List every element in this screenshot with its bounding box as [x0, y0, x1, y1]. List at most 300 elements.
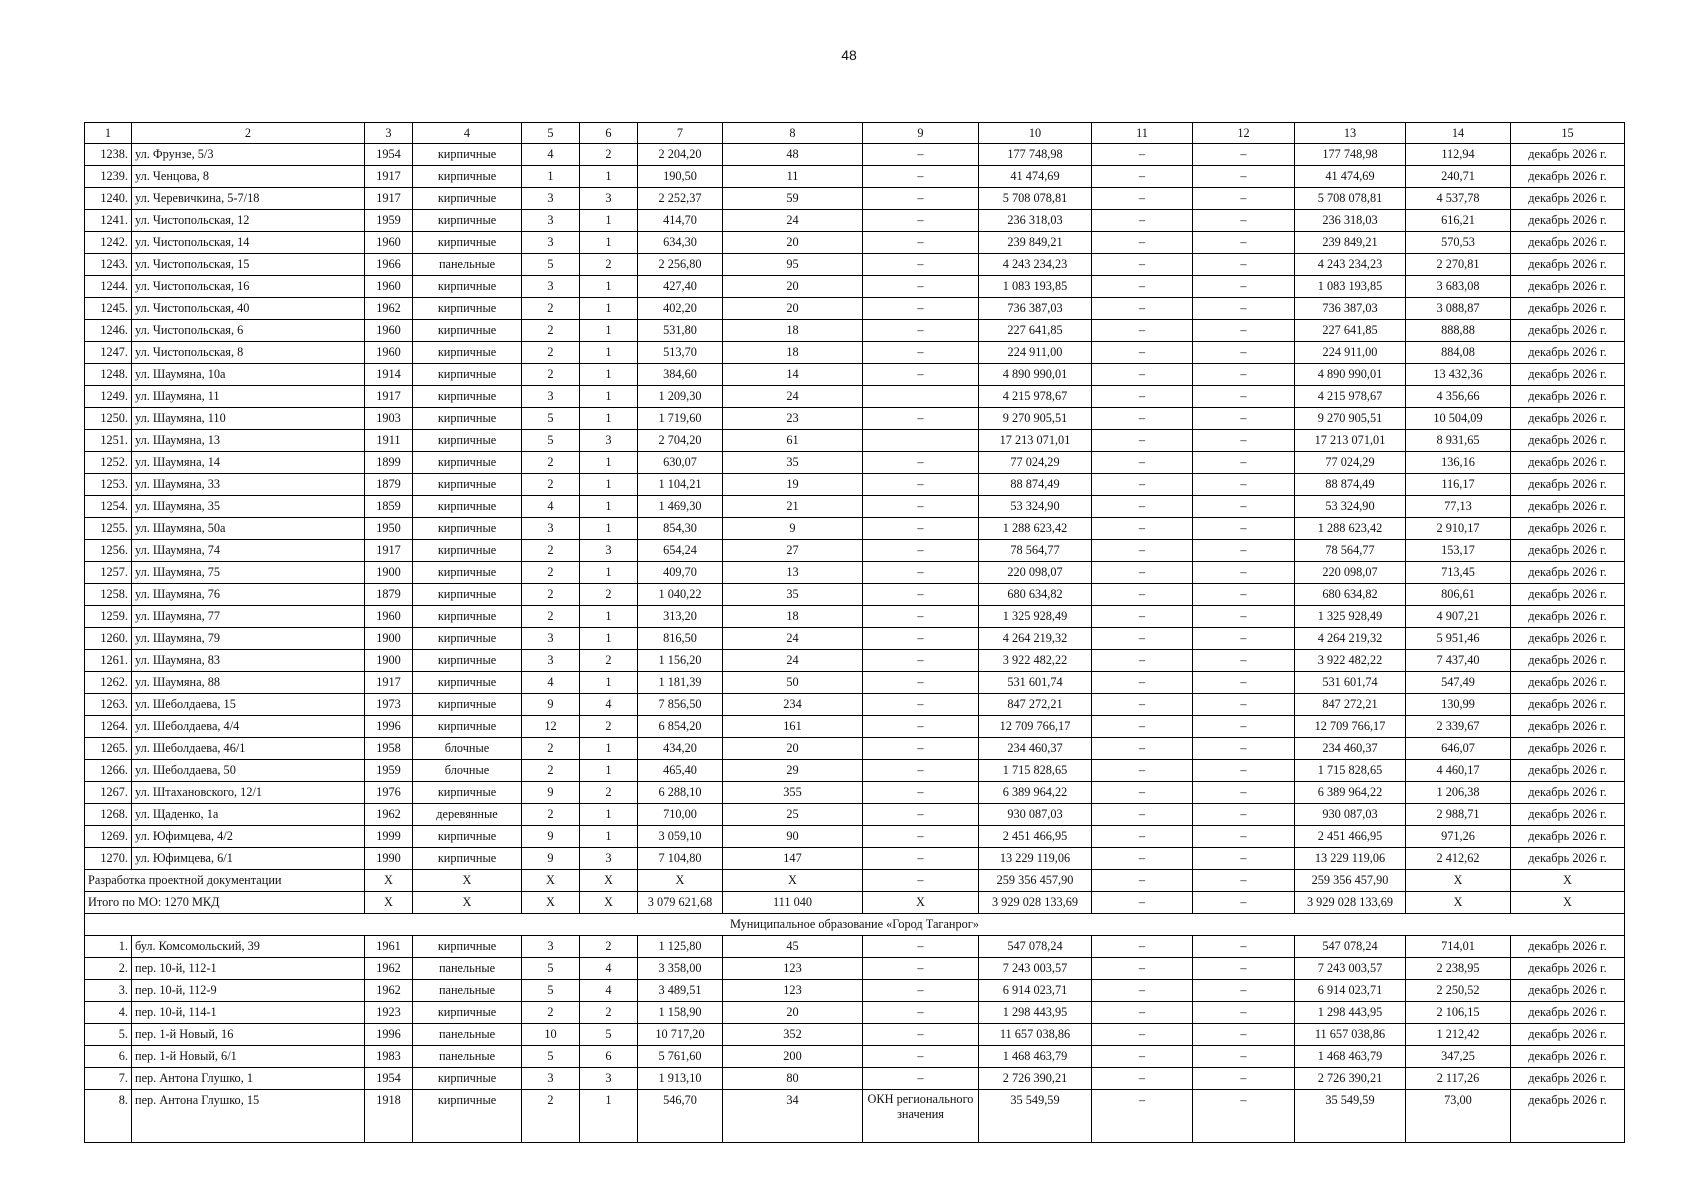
other-cost-cell: –	[1193, 518, 1295, 540]
owner-cost-cell: 77 024,29	[1295, 452, 1406, 474]
table-row	[85, 144, 1625, 166]
entrances-cell: 4	[580, 980, 638, 1002]
residents-cell: 147	[723, 848, 863, 870]
fund-cost-cell: –	[1092, 364, 1193, 386]
residents-cell: 21	[723, 496, 863, 518]
entrances-cell: 1	[580, 210, 638, 232]
table-row	[85, 430, 1625, 452]
cost-per-sqm-cell: 2 988,71	[1406, 804, 1511, 826]
completion-date-cell: декабрь 2026 г.	[1511, 980, 1625, 1002]
entrances-cell: 1	[580, 1090, 638, 1143]
owner-cost-cell: 4 890 990,01	[1295, 364, 1406, 386]
year-built-cell: 1996	[365, 716, 413, 738]
floors-cell: 2	[522, 540, 580, 562]
row-number-cell: 1254.	[85, 496, 132, 518]
residents-cell: 123	[723, 980, 863, 1002]
row-number-cell: 1265.	[85, 738, 132, 760]
floors-cell: 2	[522, 342, 580, 364]
entrances-cell: 1	[580, 232, 638, 254]
floors-cell: 4	[522, 144, 580, 166]
area-cell: 409,70	[638, 562, 723, 584]
entrances-cell: 2	[580, 650, 638, 672]
table-row	[85, 782, 1625, 804]
wall-material-cell: кирпичные	[413, 364, 522, 386]
address-cell: ул. Чистопольская, 14	[132, 232, 365, 254]
column-header: 15	[1511, 123, 1625, 144]
other-cost-cell: –	[1193, 782, 1295, 804]
fund-cost-cell: –	[1092, 562, 1193, 584]
heritage-status-cell: –	[863, 364, 979, 386]
total-cost-cell: 78 564,77	[979, 540, 1092, 562]
other-cost-cell: –	[1193, 628, 1295, 650]
row-number-cell: 1242.	[85, 232, 132, 254]
area-cell: 816,50	[638, 628, 723, 650]
total-cost-cell: 41 474,69	[979, 166, 1092, 188]
owner-cost-cell: 1 468 463,79	[1295, 1046, 1406, 1068]
entrances-cell: 1	[580, 738, 638, 760]
year-built-cell: 1911	[365, 430, 413, 452]
total-cost-cell: 2 726 390,21	[979, 1068, 1092, 1090]
other-cost-cell: –	[1193, 386, 1295, 408]
cost-per-sqm-cell: 2 250,52	[1406, 980, 1511, 1002]
year-built-cell: 1923	[365, 1002, 413, 1024]
heritage-status-cell: –	[863, 804, 979, 826]
heritage-status-cell: –	[863, 738, 979, 760]
fund-cost-cell: –	[1092, 738, 1193, 760]
page-number: 48	[841, 47, 857, 63]
floors-cell: 3	[522, 518, 580, 540]
entrances-cell: 3	[580, 1068, 638, 1090]
heritage-status-cell: –	[863, 452, 979, 474]
completion-date-cell: декабрь 2026 г.	[1511, 848, 1625, 870]
owner-cost-cell: 227 641,85	[1295, 320, 1406, 342]
total-cost-cell: 930 087,03	[979, 804, 1092, 826]
other-cost-cell: –	[1193, 496, 1295, 518]
wall-material-cell: панельные	[413, 1046, 522, 1068]
total-cost-cell: 227 641,85	[979, 320, 1092, 342]
column-header: 6	[580, 123, 638, 144]
other-cost-cell: –	[1193, 276, 1295, 298]
cost-per-sqm-cell: 1 206,38	[1406, 782, 1511, 804]
row-number-cell: 1250.	[85, 408, 132, 430]
wall-material-cell: кирпичные	[413, 540, 522, 562]
area-cell: 6 854,20	[638, 716, 723, 738]
wall-material-cell: панельные	[413, 254, 522, 276]
floors-cell: 12	[522, 716, 580, 738]
heritage-status-cell: –	[863, 298, 979, 320]
address-cell: ул. Шаумяна, 33	[132, 474, 365, 496]
column-header: 9	[863, 123, 979, 144]
heritage-status-cell: –	[863, 166, 979, 188]
row-number-cell: 1255.	[85, 518, 132, 540]
floors-cell: 2	[522, 298, 580, 320]
other-cost-cell: –	[1193, 320, 1295, 342]
other-cost-cell: –	[1193, 870, 1295, 892]
floors-cell: 2	[522, 364, 580, 386]
owner-cost-cell: 13 229 119,06	[1295, 848, 1406, 870]
wall-material-cell: панельные	[413, 980, 522, 1002]
completion-date-cell: декабрь 2026 г.	[1511, 166, 1625, 188]
address-cell: ул. Штахановского, 12/1	[132, 782, 365, 804]
table-row	[85, 540, 1625, 562]
entrances-cell: 3	[580, 848, 638, 870]
residents-cell: 50	[723, 672, 863, 694]
entrances-cell: 1	[580, 760, 638, 782]
completion-date-cell: декабрь 2026 г.	[1511, 408, 1625, 430]
fund-cost-cell: –	[1092, 672, 1193, 694]
address-cell: ул. Шеболдаева, 15	[132, 694, 365, 716]
table-row	[85, 1002, 1625, 1024]
heritage-status-cell: –	[863, 342, 979, 364]
cost-per-sqm-cell: 4 356,66	[1406, 386, 1511, 408]
area-cell: 414,70	[638, 210, 723, 232]
wall-material-cell: кирпичные	[413, 562, 522, 584]
row-number-cell: 1269.	[85, 826, 132, 848]
entrances-cell: 1	[580, 826, 638, 848]
year-built-cell: 1961	[365, 936, 413, 958]
table-row	[85, 672, 1625, 694]
other-cost-cell: –	[1193, 166, 1295, 188]
heritage-status-cell: –	[863, 1046, 979, 1068]
other-cost-cell: –	[1193, 958, 1295, 980]
entrances-cell: 2	[580, 254, 638, 276]
total-cost-cell: 6 389 964,22	[979, 782, 1092, 804]
heritage-status-cell: –	[863, 562, 979, 584]
entrances-cell: 1	[580, 342, 638, 364]
owner-cost-cell: 3 922 482,22	[1295, 650, 1406, 672]
completion-date-cell: декабрь 2026 г.	[1511, 540, 1625, 562]
owner-cost-cell: 4 264 219,32	[1295, 628, 1406, 650]
total-cost-cell: 2 451 466,95	[979, 826, 1092, 848]
residents-cell: 25	[723, 804, 863, 826]
area-cell: 3 358,00	[638, 958, 723, 980]
completion-date-cell: декабрь 2026 г.	[1511, 1068, 1625, 1090]
address-cell: ул. Шаумяна, 10а	[132, 364, 365, 386]
row-number-cell: 1257.	[85, 562, 132, 584]
heritage-status-cell: –	[863, 188, 979, 210]
year-built-cell: 1900	[365, 628, 413, 650]
heritage-status-cell: –	[863, 958, 979, 980]
address-cell: пер. Антона Глушко, 15	[132, 1090, 365, 1143]
table-row	[85, 166, 1625, 188]
residents-cell: 11	[723, 166, 863, 188]
area-cell: 1 719,60	[638, 408, 723, 430]
owner-cost-cell: 1 288 623,42	[1295, 518, 1406, 540]
heritage-status-cell: –	[863, 518, 979, 540]
fund-cost-cell: –	[1092, 804, 1193, 826]
total-cost-cell: 4 890 990,01	[979, 364, 1092, 386]
cost-per-sqm-cell: 13 432,36	[1406, 364, 1511, 386]
wall-material-cell: кирпичные	[413, 826, 522, 848]
owner-cost-cell: 220 098,07	[1295, 562, 1406, 584]
residents-cell: 355	[723, 782, 863, 804]
residents-cell: 13	[723, 562, 863, 584]
floors-cell: 5	[522, 408, 580, 430]
entrances-cell: 1	[580, 364, 638, 386]
cost-per-sqm-cell: 547,49	[1406, 672, 1511, 694]
heritage-status-cell: –	[863, 540, 979, 562]
year-built-cell: 1960	[365, 232, 413, 254]
address-cell: пер. 1-й Новый, 16	[132, 1024, 365, 1046]
row-number-cell: 1240.	[85, 188, 132, 210]
total-cost-cell: 6 914 023,71	[979, 980, 1092, 1002]
year-built-cell: 1900	[365, 650, 413, 672]
floors-cell: 5	[522, 1046, 580, 1068]
owner-cost-cell: 12 709 766,17	[1295, 716, 1406, 738]
row-number-cell: 1266.	[85, 760, 132, 782]
entrances-cell: 1	[580, 386, 638, 408]
completion-date-cell: декабрь 2026 г.	[1511, 584, 1625, 606]
row-number-cell: 1264.	[85, 716, 132, 738]
entrances-cell: 4	[580, 958, 638, 980]
column-header: 12	[1193, 123, 1295, 144]
address-cell: ул. Шаумяна, 110	[132, 408, 365, 430]
table-row	[85, 518, 1625, 540]
cost-per-sqm-cell: 4 460,17	[1406, 760, 1511, 782]
table-row	[85, 496, 1625, 518]
fund-cost-cell: –	[1092, 452, 1193, 474]
residents-cell: 20	[723, 232, 863, 254]
year-built-cell: 1900	[365, 562, 413, 584]
owner-cost-cell: 11 657 038,86	[1295, 1024, 1406, 1046]
owner-cost-cell: 531 601,74	[1295, 672, 1406, 694]
entrances-cell: 1	[580, 320, 638, 342]
area-cell: 7 104,80	[638, 848, 723, 870]
heritage-status-cell: –	[863, 1068, 979, 1090]
fund-cost-cell: –	[1092, 892, 1193, 914]
other-cost-cell: –	[1193, 804, 1295, 826]
residents-cell: 18	[723, 606, 863, 628]
year-built-cell: 1950	[365, 518, 413, 540]
residents-cell: 35	[723, 584, 863, 606]
wall-material-cell: кирпичные	[413, 430, 522, 452]
fund-cost-cell: –	[1092, 1046, 1193, 1068]
year-built-cell: 1962	[365, 298, 413, 320]
total-cost-cell: 236 318,03	[979, 210, 1092, 232]
other-cost-cell: –	[1193, 650, 1295, 672]
fund-cost-cell: –	[1092, 760, 1193, 782]
fund-cost-cell: –	[1092, 936, 1193, 958]
area-cell: 3 059,10	[638, 826, 723, 848]
total-cost-cell: 35 549,59	[979, 1090, 1092, 1143]
area-cell: 654,24	[638, 540, 723, 562]
residents-cell: 111 040	[723, 892, 863, 914]
other-cost-cell: –	[1193, 474, 1295, 496]
row-number-cell: 5.	[85, 1024, 132, 1046]
entrances-cell: 5	[580, 1024, 638, 1046]
other-cost-cell: –	[1193, 1090, 1295, 1143]
table-row	[85, 254, 1625, 276]
row-number-cell: 1244.	[85, 276, 132, 298]
floors-cell: X	[522, 892, 580, 914]
total-cost-cell: 17 213 071,01	[979, 430, 1092, 452]
total-cost-cell: 4 264 219,32	[979, 628, 1092, 650]
address-cell: ул. Шеболдаева, 4/4	[132, 716, 365, 738]
total-cost-cell: 7 243 003,57	[979, 958, 1092, 980]
area-cell: 313,20	[638, 606, 723, 628]
floors-cell: 3	[522, 1068, 580, 1090]
completion-date-cell: декабрь 2026 г.	[1511, 496, 1625, 518]
owner-cost-cell: 680 634,82	[1295, 584, 1406, 606]
heritage-status-cell: –	[863, 144, 979, 166]
cost-per-sqm-cell: 7 437,40	[1406, 650, 1511, 672]
owner-cost-cell: 41 474,69	[1295, 166, 1406, 188]
residents-cell: 20	[723, 276, 863, 298]
table-row	[85, 298, 1625, 320]
table-row	[85, 936, 1625, 958]
floors-cell: 3	[522, 276, 580, 298]
year-built-cell: 1960	[365, 276, 413, 298]
fund-cost-cell: –	[1092, 848, 1193, 870]
table-row	[85, 826, 1625, 848]
cost-per-sqm-cell: 2 270,81	[1406, 254, 1511, 276]
floors-cell: 2	[522, 738, 580, 760]
wall-material-cell: кирпичные	[413, 606, 522, 628]
row-number-cell: 4.	[85, 1002, 132, 1024]
year-built-cell: 1917	[365, 166, 413, 188]
fund-cost-cell: –	[1092, 188, 1193, 210]
row-number-cell: 7.	[85, 1068, 132, 1090]
column-header: 10	[979, 123, 1092, 144]
cost-per-sqm-cell: 570,53	[1406, 232, 1511, 254]
wall-material-cell: кирпичные	[413, 694, 522, 716]
cost-per-sqm-cell: 2 339,67	[1406, 716, 1511, 738]
owner-cost-cell: 930 087,03	[1295, 804, 1406, 826]
entrances-cell: X	[580, 892, 638, 914]
fund-cost-cell: –	[1092, 342, 1193, 364]
residents-cell: 352	[723, 1024, 863, 1046]
summary-row	[85, 870, 1625, 892]
owner-cost-cell: 1 715 828,65	[1295, 760, 1406, 782]
column-header: 11	[1092, 123, 1193, 144]
wall-material-cell: кирпичные	[413, 166, 522, 188]
floors-cell: 5	[522, 980, 580, 1002]
address-cell: ул. Щаденко, 1а	[132, 804, 365, 826]
owner-cost-cell: 35 549,59	[1295, 1090, 1406, 1143]
residents-cell: 19	[723, 474, 863, 496]
total-cost-cell: 224 911,00	[979, 342, 1092, 364]
other-cost-cell: –	[1193, 1024, 1295, 1046]
completion-date-cell: X	[1511, 892, 1625, 914]
area-cell: 465,40	[638, 760, 723, 782]
fund-cost-cell: –	[1092, 826, 1193, 848]
cost-per-sqm-cell: 5 951,46	[1406, 628, 1511, 650]
residents-cell: 18	[723, 320, 863, 342]
residents-cell: 200	[723, 1046, 863, 1068]
floors-cell: 2	[522, 760, 580, 782]
table-row	[85, 628, 1625, 650]
row-number-cell: 1253.	[85, 474, 132, 496]
row-number-cell: 8.	[85, 1090, 132, 1143]
owner-cost-cell: 17 213 071,01	[1295, 430, 1406, 452]
entrances-cell: X	[580, 870, 638, 892]
floors-cell: 2	[522, 584, 580, 606]
residents-cell: 24	[723, 210, 863, 232]
cost-per-sqm-cell: 2 412,62	[1406, 848, 1511, 870]
residents-cell: 20	[723, 738, 863, 760]
year-built-cell: 1859	[365, 496, 413, 518]
other-cost-cell: –	[1193, 738, 1295, 760]
other-cost-cell: –	[1193, 408, 1295, 430]
wall-material-cell: блочные	[413, 760, 522, 782]
row-number-cell: 1263.	[85, 694, 132, 716]
heritage-status-cell: –	[863, 628, 979, 650]
area-cell: 513,70	[638, 342, 723, 364]
total-cost-cell: 1 468 463,79	[979, 1046, 1092, 1068]
completion-date-cell: декабрь 2026 г.	[1511, 782, 1625, 804]
table-row	[85, 562, 1625, 584]
residents-cell: 18	[723, 342, 863, 364]
year-built-cell: 1917	[365, 188, 413, 210]
heritage-status-cell	[863, 430, 979, 452]
other-cost-cell: –	[1193, 210, 1295, 232]
fund-cost-cell: –	[1092, 144, 1193, 166]
area-cell: 2 204,20	[638, 144, 723, 166]
total-cost-cell: 547 078,24	[979, 936, 1092, 958]
cost-per-sqm-cell: 77,13	[1406, 496, 1511, 518]
summary-row	[85, 892, 1625, 914]
year-built-cell: 1903	[365, 408, 413, 430]
completion-date-cell: декабрь 2026 г.	[1511, 606, 1625, 628]
completion-date-cell: декабрь 2026 г.	[1511, 188, 1625, 210]
year-built-cell: 1959	[365, 210, 413, 232]
area-cell: 854,30	[638, 518, 723, 540]
floors-cell: 3	[522, 650, 580, 672]
floors-cell: 3	[522, 188, 580, 210]
owner-cost-cell: 2 726 390,21	[1295, 1068, 1406, 1090]
owner-cost-cell: 9 270 905,51	[1295, 408, 1406, 430]
address-cell: ул. Шаумяна, 75	[132, 562, 365, 584]
fund-cost-cell: –	[1092, 628, 1193, 650]
total-cost-cell: 77 024,29	[979, 452, 1092, 474]
heritage-status-cell: –	[863, 276, 979, 298]
floors-cell: 5	[522, 430, 580, 452]
year-built-cell: 1976	[365, 782, 413, 804]
entrances-cell: 1	[580, 804, 638, 826]
other-cost-cell: –	[1193, 848, 1295, 870]
fund-cost-cell: –	[1092, 694, 1193, 716]
heritage-status-cell: –	[863, 716, 979, 738]
table-row	[85, 980, 1625, 1002]
address-cell: ул. Юфимцева, 6/1	[132, 848, 365, 870]
other-cost-cell: –	[1193, 694, 1295, 716]
owner-cost-cell: 847 272,21	[1295, 694, 1406, 716]
owner-cost-cell: 4 243 234,23	[1295, 254, 1406, 276]
column-header: 3	[365, 123, 413, 144]
area-cell: 1 125,80	[638, 936, 723, 958]
wall-material-cell: кирпичные	[413, 408, 522, 430]
fund-cost-cell: –	[1092, 232, 1193, 254]
table-row	[85, 584, 1625, 606]
address-cell: ул. Фрунзе, 5/3	[132, 144, 365, 166]
wall-material-cell: кирпичные	[413, 936, 522, 958]
residents-cell: 80	[723, 1068, 863, 1090]
year-built-cell: 1899	[365, 452, 413, 474]
heritage-status-cell: –	[863, 936, 979, 958]
residents-cell: 23	[723, 408, 863, 430]
total-cost-cell: 220 098,07	[979, 562, 1092, 584]
section-title: Муниципальное образование «Город Таганрог»	[85, 914, 1625, 936]
fund-cost-cell: –	[1092, 518, 1193, 540]
area-cell: 630,07	[638, 452, 723, 474]
completion-date-cell: декабрь 2026 г.	[1511, 342, 1625, 364]
cost-per-sqm-cell: 713,45	[1406, 562, 1511, 584]
other-cost-cell: –	[1193, 716, 1295, 738]
other-cost-cell: –	[1193, 254, 1295, 276]
completion-date-cell: декабрь 2026 г.	[1511, 298, 1625, 320]
fund-cost-cell: –	[1092, 254, 1193, 276]
floors-cell: 3	[522, 628, 580, 650]
